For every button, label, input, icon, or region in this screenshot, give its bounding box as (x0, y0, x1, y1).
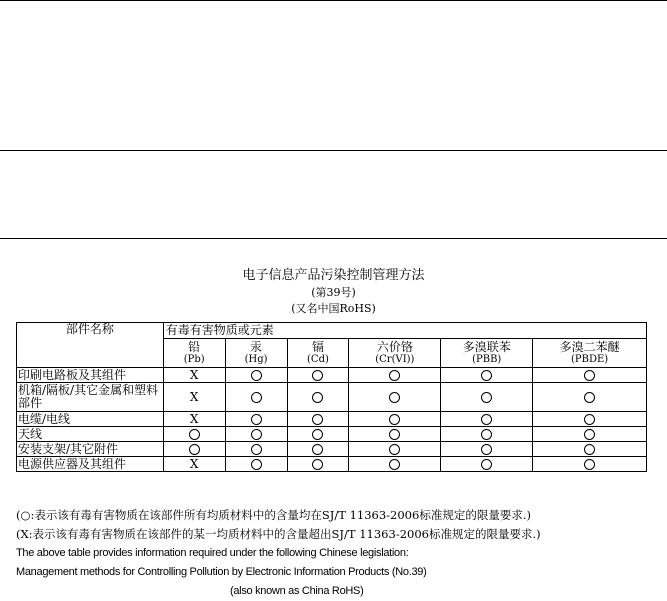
within-limit-mark (533, 383, 647, 412)
circle-mark-icon (584, 459, 595, 470)
exceeds-limit-mark (163, 368, 225, 383)
circle-mark-icon (189, 429, 200, 440)
within-limit-mark (349, 383, 441, 412)
rohs-decree-number: (第39号) (311, 286, 356, 299)
substance-header (225, 339, 287, 368)
substance-symbol: (PBB) (472, 353, 502, 365)
substance-name: 铅 (188, 339, 201, 354)
rohs-aka: (又名中国RoHS) (291, 302, 376, 315)
circle-mark-icon (251, 429, 262, 440)
substance-name: 汞 (250, 339, 263, 354)
within-limit-mark (441, 442, 533, 457)
within-limit-mark (441, 368, 533, 383)
within-limit-mark (349, 412, 441, 427)
circle-mark-icon (481, 459, 492, 470)
english-legislation-intro: The above table provides information required under the following Chinese legislation: (16, 547, 409, 559)
within-limit-mark (533, 442, 647, 457)
circle-mark-icon (312, 370, 323, 381)
within-limit-mark (441, 457, 533, 472)
circle-mark-icon (312, 414, 323, 425)
within-limit-mark (163, 427, 225, 442)
cross-mark: X (189, 389, 199, 404)
part-name-cell: 电缆/电线 (17, 412, 164, 427)
circle-mark-icon (584, 392, 595, 403)
top-divider (0, 0, 667, 1)
substance-header (287, 339, 349, 368)
circle-mark-icon (481, 370, 492, 381)
within-limit-mark (533, 427, 647, 442)
part-name-cell: 机箱/隔板/其它金属和塑料部件 (17, 383, 164, 412)
cross-legend-note: (X:表示该有毒有害物质在该部件的某一均质材料中的含量超出SJ/T 11363-2006标准规定的限量要求.) (16, 527, 541, 541)
circle-mark-icon (251, 459, 262, 470)
within-limit-mark (287, 412, 349, 427)
within-limit-mark (225, 412, 287, 427)
cross-mark: X (189, 456, 199, 471)
middle-divider (0, 150, 667, 151)
circle-mark-icon (584, 444, 595, 455)
circle-mark-icon (251, 414, 262, 425)
table-row (17, 412, 647, 427)
rohs-title: 电子信息产品污染控制管理方法 (242, 268, 425, 283)
within-limit-mark (441, 412, 533, 427)
within-limit-mark (349, 427, 441, 442)
within-limit-mark (441, 383, 533, 412)
within-limit-mark (225, 383, 287, 412)
circle-mark-icon (584, 414, 595, 425)
table-body (17, 368, 647, 472)
within-limit-mark (287, 457, 349, 472)
within-limit-mark (533, 368, 647, 383)
within-limit-mark (225, 427, 287, 442)
substance-symbol: (Pb) (183, 353, 205, 365)
within-limit-mark (349, 457, 441, 472)
table-row (17, 457, 647, 472)
circle-mark-icon (312, 444, 323, 455)
table-row (17, 427, 647, 442)
substance-name: 六价铬 (376, 339, 413, 354)
cross-mark: X (189, 411, 199, 426)
part-name-cell: 电源供应器及其组件 (17, 457, 164, 472)
circle-mark-icon (389, 392, 400, 403)
circle-mark-icon (312, 459, 323, 470)
circle-mark-icon (251, 444, 262, 455)
table-row (17, 368, 647, 383)
within-limit-mark (225, 457, 287, 472)
circle-mark-icon (389, 370, 400, 381)
exceeds-limit-mark (163, 457, 225, 472)
within-limit-mark (533, 412, 647, 427)
part-name-cell: 安装支架/其它附件 (17, 442, 164, 457)
circle-mark-icon (389, 429, 400, 440)
hazardous-substance-table (16, 322, 647, 472)
substance-symbol: (PBDE) (570, 353, 609, 365)
substance-symbol: (Hg) (244, 353, 268, 365)
substance-group-header: 有毒有害物质或元素 (163, 323, 646, 339)
exceeds-limit-mark (163, 412, 225, 427)
within-limit-mark (225, 368, 287, 383)
circle-mark-icon (481, 429, 492, 440)
circle-mark-icon (481, 414, 492, 425)
table-row (17, 442, 647, 457)
exceeds-limit-mark (163, 383, 225, 412)
within-limit-mark (287, 383, 349, 412)
within-limit-mark (287, 368, 349, 383)
circle-mark-icon (389, 444, 400, 455)
substance-name: 多溴联苯 (462, 339, 511, 354)
notes-block (16, 506, 656, 601)
part-name-cell: 天线 (17, 427, 164, 442)
substance-header (441, 339, 533, 368)
circle-mark-icon (389, 414, 400, 425)
circle-mark-icon (584, 370, 595, 381)
within-limit-mark (225, 442, 287, 457)
section-divider (0, 238, 667, 239)
within-limit-mark (287, 442, 349, 457)
circle-mark-icon (389, 459, 400, 470)
circle-mark-icon (189, 444, 200, 455)
part-name-header: 部件名称 (17, 323, 164, 368)
substance-header (533, 339, 647, 368)
part-name-cell: 印刷电路板及其组件 (17, 368, 164, 383)
circle-mark-icon (584, 429, 595, 440)
circle-legend-note: (○:表示该有毒有害物质在该部件所有均质材料中的含量均在SJ/T 11363-2006标准规定的限量要求.) (16, 508, 531, 522)
english-aka: (also known as China RoHS) (230, 585, 364, 597)
substance-name: 镉 (311, 339, 324, 354)
circle-mark-icon (481, 392, 492, 403)
substance-header (163, 339, 225, 368)
within-limit-mark (163, 442, 225, 457)
circle-mark-icon (312, 392, 323, 403)
substance-symbol: (Cr(VI)) (375, 353, 415, 365)
rohs-title-block (0, 267, 667, 317)
circle-mark-icon (251, 392, 262, 403)
circle-mark-icon (251, 370, 262, 381)
substance-name: 多溴二苯醚 (559, 339, 620, 354)
table-header-row (17, 323, 647, 339)
circle-mark-icon (481, 444, 492, 455)
within-limit-mark (349, 368, 441, 383)
within-limit-mark (533, 457, 647, 472)
substance-header (349, 339, 441, 368)
cross-mark: X (189, 367, 199, 382)
english-legislation-name: Management methods for Controlling Pollution by Electronic Information Products (No.39) (16, 566, 427, 578)
substance-symbol: (Cd) (307, 353, 329, 365)
within-limit-mark (441, 427, 533, 442)
circle-mark-icon (312, 429, 323, 440)
table-row (17, 383, 647, 412)
within-limit-mark (287, 427, 349, 442)
within-limit-mark (349, 442, 441, 457)
